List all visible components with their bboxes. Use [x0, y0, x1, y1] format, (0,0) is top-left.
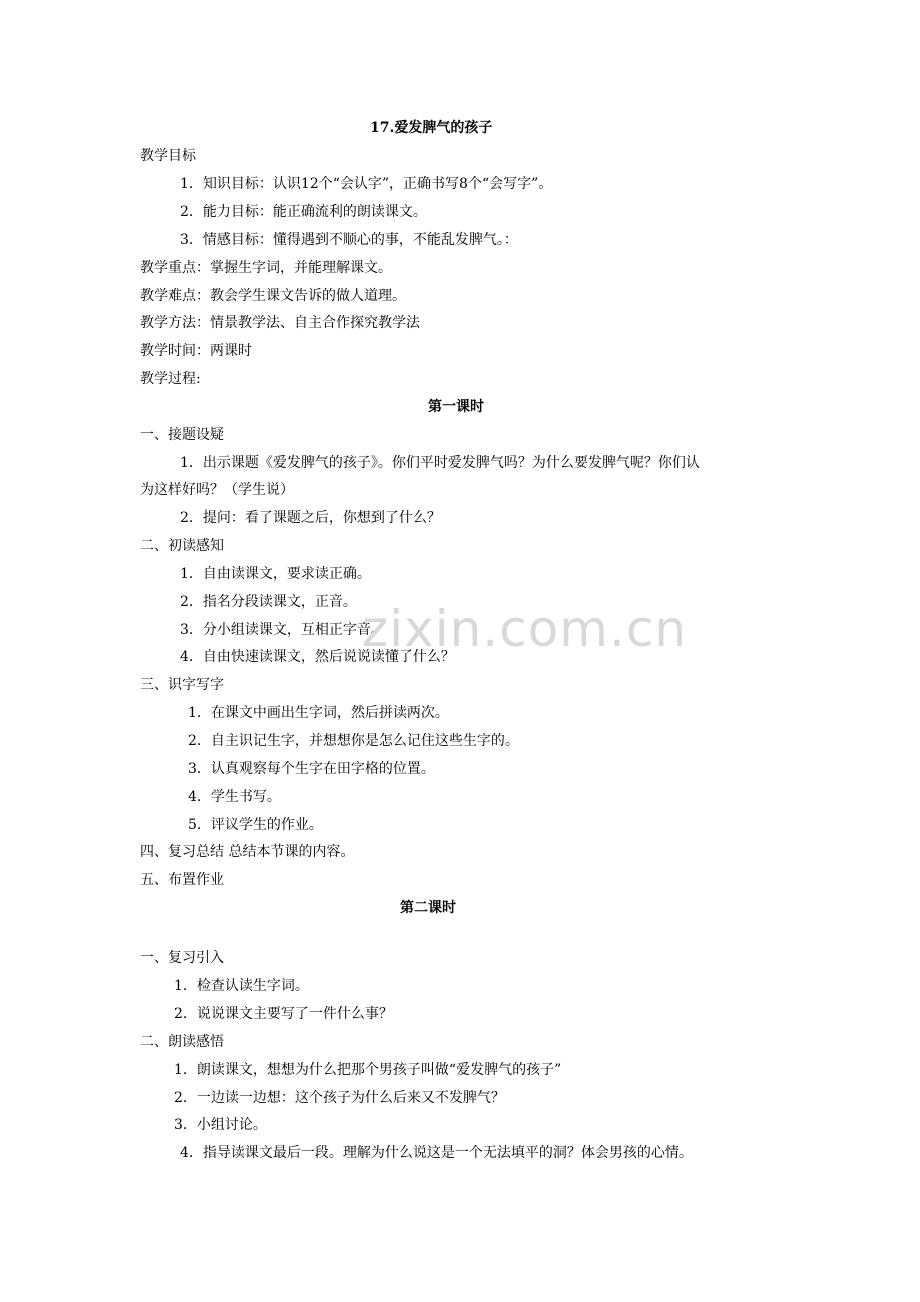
list-item: 4．指导读课文最后一段。理解为什么说这是一个无法填平的洞？体会男孩的心情。: [180, 1145, 693, 1161]
key-point: 教学重点：掌握生字词，并能理解课文。: [140, 260, 392, 276]
list-item: 2．说说课文主要写了一件什么事？: [174, 1006, 393, 1022]
difficulty: 教学难点：教会学生课文告诉的做人道理。: [140, 288, 406, 304]
lesson2-section-heading: 一、复习引入: [140, 950, 224, 966]
teaching-time: 教学时间：两课时: [140, 343, 252, 359]
list-item: 2．指名分段读课文，正音。: [180, 594, 357, 610]
list-item: 1．自由读课文，要求读正确。: [180, 566, 371, 582]
goal-item: 3．情感目标：懂得遇到不顺心的事，不能乱发脾气。：: [180, 232, 518, 248]
lesson2-section-heading: 二、朗读感悟: [140, 1034, 224, 1050]
list-item: 5．评议学生的作业。: [188, 817, 323, 833]
list-item: 1．检查认读生字词。: [174, 978, 309, 994]
list-item: 3．小组讨论。: [174, 1117, 267, 1133]
list-item: 1．出示课题《爱发脾气的孩子》。你们平时爱发脾气吗？为什么要发脾气呢？你们认: [180, 455, 700, 471]
list-item: 3．分小组读课文，互相正字音。: [180, 622, 385, 638]
lesson1-section-heading: 二、初读感知: [140, 538, 224, 554]
lesson1-heading: 第一课时: [428, 399, 484, 415]
list-item: 2．一边读一边想：这个孩子为什么后来又不发脾气？: [174, 1090, 505, 1106]
list-item: 4．自由快速读课文，然后说说读懂了什么？: [180, 649, 455, 665]
list-item: 4．学生书写。: [188, 789, 281, 805]
goals-heading: 教学目标: [140, 148, 196, 164]
lesson1-section-heading: 四、复习总结 总结本节课的内容。: [140, 844, 355, 860]
teaching-method: 教学方法：情景教学法、自主合作探究教学法: [140, 315, 420, 331]
lesson1-section-heading: 一、接题设疑: [140, 427, 224, 443]
list-item: 1．朗读课文，想想为什么把那个男孩子叫做“爱发脾气的孩子”: [174, 1062, 562, 1078]
list-item: 3．认真观察每个生字在田字格的位置。: [188, 761, 435, 777]
goal-item: 2．能力目标：能正确流利的朗读课文。: [180, 204, 427, 220]
list-item: 2．自主识记生字，并想想你是怎么记住这些生字的。: [188, 733, 519, 749]
list-item: 为这样好吗？（学生说）: [140, 482, 294, 498]
lesson2-heading: 第二课时: [400, 900, 456, 916]
lesson1-section-heading: 三、识字写字: [140, 677, 224, 693]
lesson1-section-heading: 五、布置作业: [140, 872, 224, 888]
list-item: 1．在课文中画出生字词，然后拼读两次。: [188, 705, 449, 721]
watermark: zixin.com.cn: [362, 600, 688, 658]
goal-item: 1．知识目标：认识12个“会认字”，正确书写8个“会写字”。: [180, 176, 553, 192]
teaching-process: 教学过程:: [140, 371, 201, 387]
list-item: 2．提问：看了课题之后，你想到了什么？: [180, 510, 441, 526]
document-title: 17.爱发脾气的孩子: [370, 120, 493, 136]
